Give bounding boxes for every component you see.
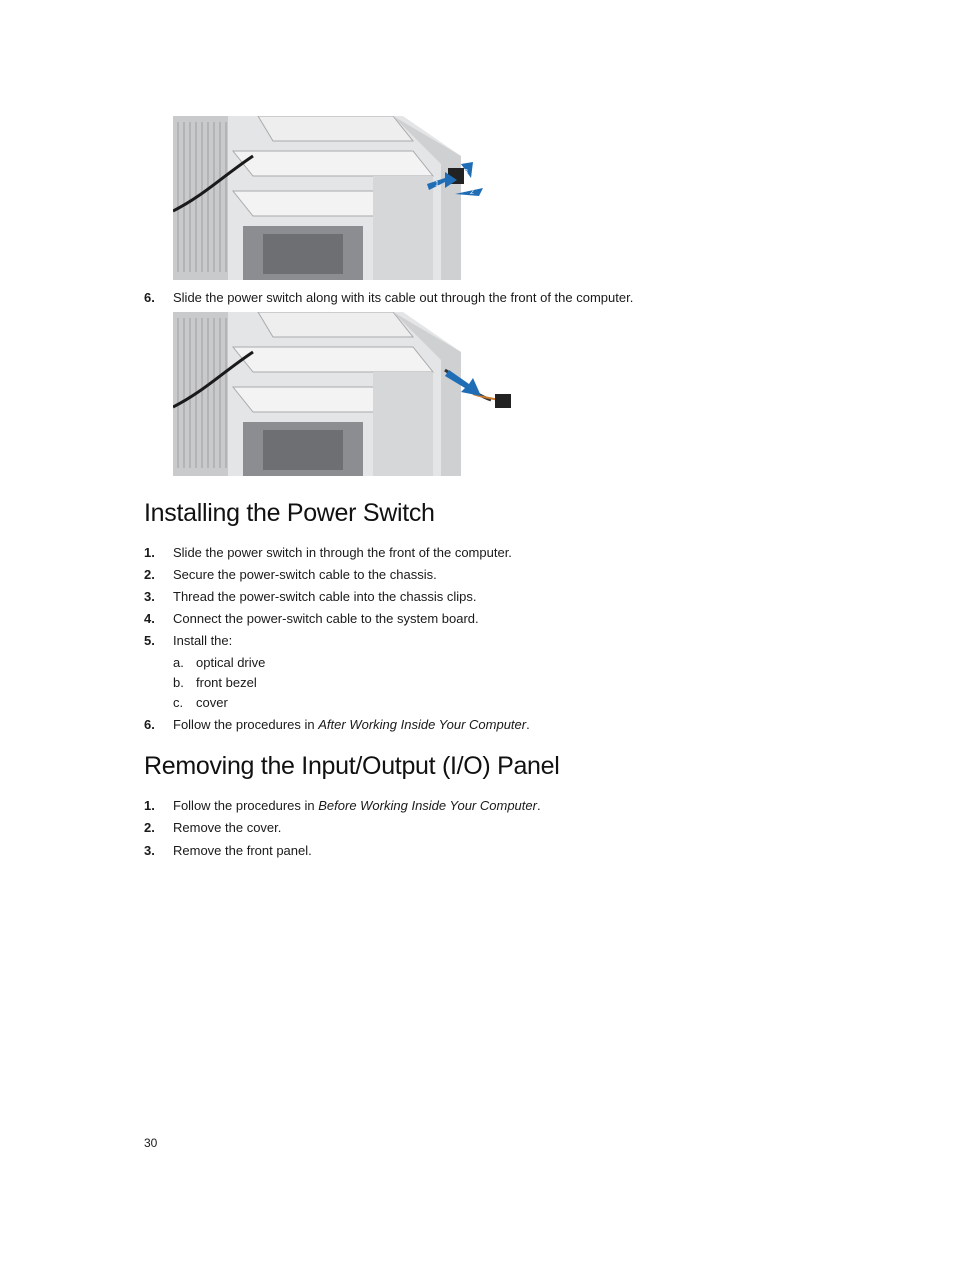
step-text: Thread the power-switch cable into the chassis clips.: [173, 589, 477, 604]
sub-item-text: cover: [196, 695, 228, 710]
step-text: Slide the power switch along with its cable out through the front of the computer.: [173, 290, 634, 305]
step-number: 5.: [144, 633, 155, 648]
install-step-2: [144, 567, 437, 583]
step-number: 2.: [144, 567, 155, 582]
step-text-prefix: Follow the procedures in: [173, 717, 319, 732]
step-text: Remove the front panel.: [173, 843, 312, 858]
install-step-1: [144, 545, 512, 561]
install-step-6: [144, 717, 530, 733]
section-title-removing: Removing the Input/Output (I/O) Panel: [144, 752, 560, 780]
sub-item-text: front bezel: [196, 675, 257, 690]
cross-reference-link[interactable]: Before Working Inside Your Computer: [318, 798, 537, 813]
sub-item-letter: b.: [173, 675, 184, 690]
step-number: 6.: [144, 290, 155, 305]
sub-item-text: optical drive: [196, 655, 266, 670]
page-number: 30: [144, 1136, 158, 1150]
install-step-3: [144, 589, 476, 605]
figure-remove-switch-release: [173, 116, 525, 280]
step-number: 3.: [144, 589, 155, 604]
step-text: Remove the cover.: [173, 820, 282, 835]
install-step-5: [144, 633, 232, 649]
step-number: 1.: [144, 798, 155, 813]
remove-step-1: [144, 798, 541, 814]
step-number: 1.: [144, 545, 155, 560]
callout-two-label: 2: [470, 189, 474, 196]
step-text: Secure the power-switch cable to the chassis.: [173, 567, 437, 582]
sub-item-letter: c.: [173, 695, 184, 710]
step-text-suffix: .: [526, 717, 530, 732]
callout-three-label: 3: [464, 169, 468, 176]
sub-item-letter: a.: [173, 655, 184, 670]
figure-slide-switch-out: [173, 312, 525, 476]
cross-reference-link[interactable]: After Working Inside Your Computer: [318, 717, 527, 732]
remove-step-3: [144, 843, 312, 859]
step-number: 6.: [144, 717, 155, 732]
remove-step-2: [144, 820, 281, 836]
install-sub-item-a: [173, 655, 265, 671]
step-slide-out: [144, 290, 633, 306]
callout-one-label: 1: [435, 181, 439, 188]
step-text-suffix: .: [536, 798, 541, 813]
step-number: 3.: [144, 843, 155, 858]
step-text: Slide the power switch in through the front of the computer.: [173, 545, 512, 560]
install-sub-item-c: [173, 695, 228, 711]
step-number: 2.: [144, 820, 155, 835]
step-number: 4.: [144, 611, 155, 626]
install-step-4: [144, 611, 479, 627]
section-title-installing: Installing the Power Switch: [144, 499, 435, 527]
chassis-illustration-2: [173, 312, 525, 476]
step-text: Connect the power-switch cable to the system board.: [173, 611, 479, 626]
install-sub-item-b: [173, 675, 257, 691]
chassis-illustration-1: [173, 116, 525, 280]
step-text-prefix: Follow the procedures in: [173, 798, 319, 813]
step-text: Install the:: [173, 633, 233, 648]
